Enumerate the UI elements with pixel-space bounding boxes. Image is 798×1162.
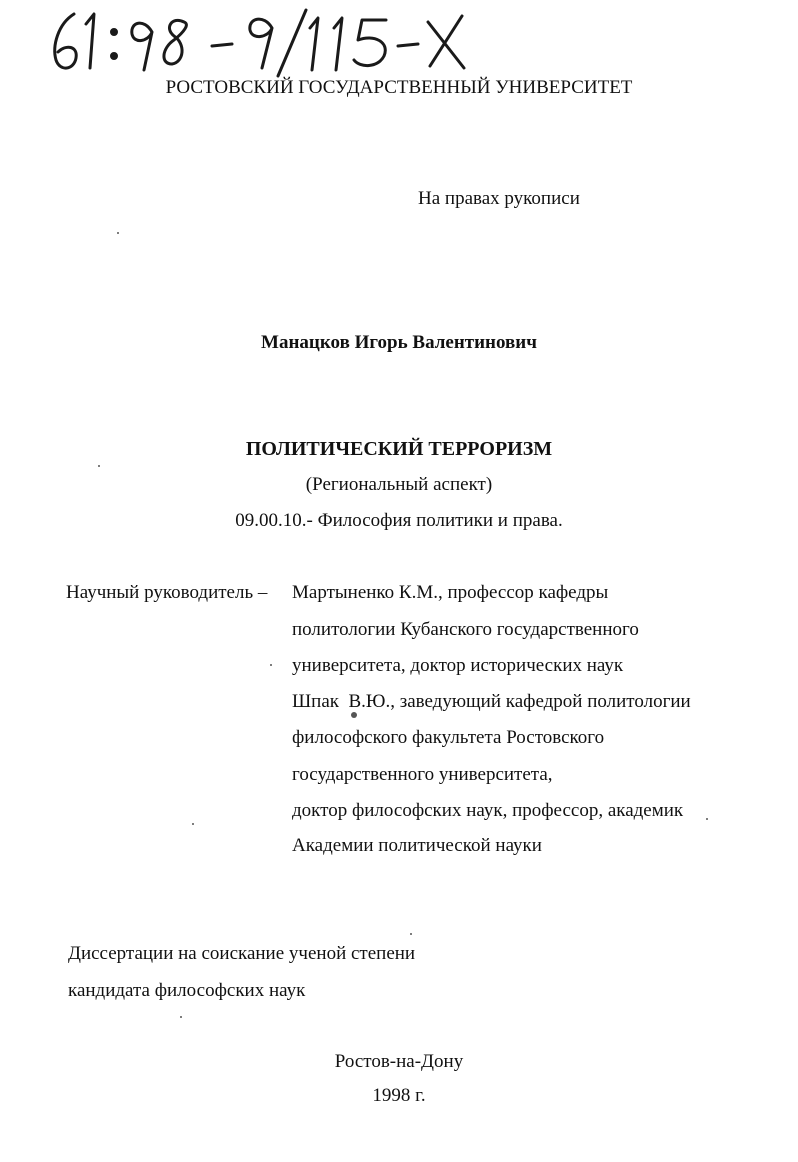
scan-speck (180, 1016, 182, 1018)
scan-speck (117, 232, 119, 234)
supervisor-label: Научный руководитель – (66, 582, 268, 603)
scan-speck (351, 712, 357, 718)
author-name: Манацков Игорь Валентинович (261, 332, 537, 353)
supervisor-line: государственного университета, (292, 764, 553, 785)
city: Ростов-на-Дону (334, 1051, 464, 1072)
supervisor-line: Мартыненко К.М., профессор кафедры (292, 582, 609, 603)
supervisor-line: доктор философских наук, профессор, академик (292, 800, 684, 821)
supervisor-line: философского факультета Ростовского (292, 727, 605, 748)
supervisor-line: Шпак В.Ю., заведующий кафедрой политологии (292, 691, 691, 712)
scan-speck (98, 465, 100, 467)
degree-line-2: кандидата философских наук (68, 980, 306, 1001)
scan-speck (706, 818, 708, 820)
university-name: РОСТОВСКИЙ ГОСУДАРСТВЕННЫЙ УНИВЕРСИТЕТ (165, 77, 633, 98)
specialty-code: 09.00.10.- Философия политики и права. (235, 510, 563, 531)
scan-speck (410, 933, 412, 935)
manuscript-note: На правах рукописи (418, 188, 580, 209)
supervisor-line: Академии политической науки (292, 835, 542, 856)
supervisor-line: университета, доктор исторических наук (292, 655, 624, 676)
dissertation-subtitle: (Региональный аспект) (305, 474, 493, 495)
degree-line-1: Диссертации на соискание ученой степени (68, 943, 416, 964)
dissertation-title: ПОЛИТИЧЕСКИЙ ТЕРРОРИЗМ (245, 438, 553, 460)
scan-speck (270, 664, 272, 666)
year: 1998 г. (372, 1085, 426, 1106)
scan-speck (192, 823, 194, 825)
supervisor-line: политологии Кубанского государственного (292, 619, 639, 640)
handwritten-archive-code (44, 6, 474, 78)
